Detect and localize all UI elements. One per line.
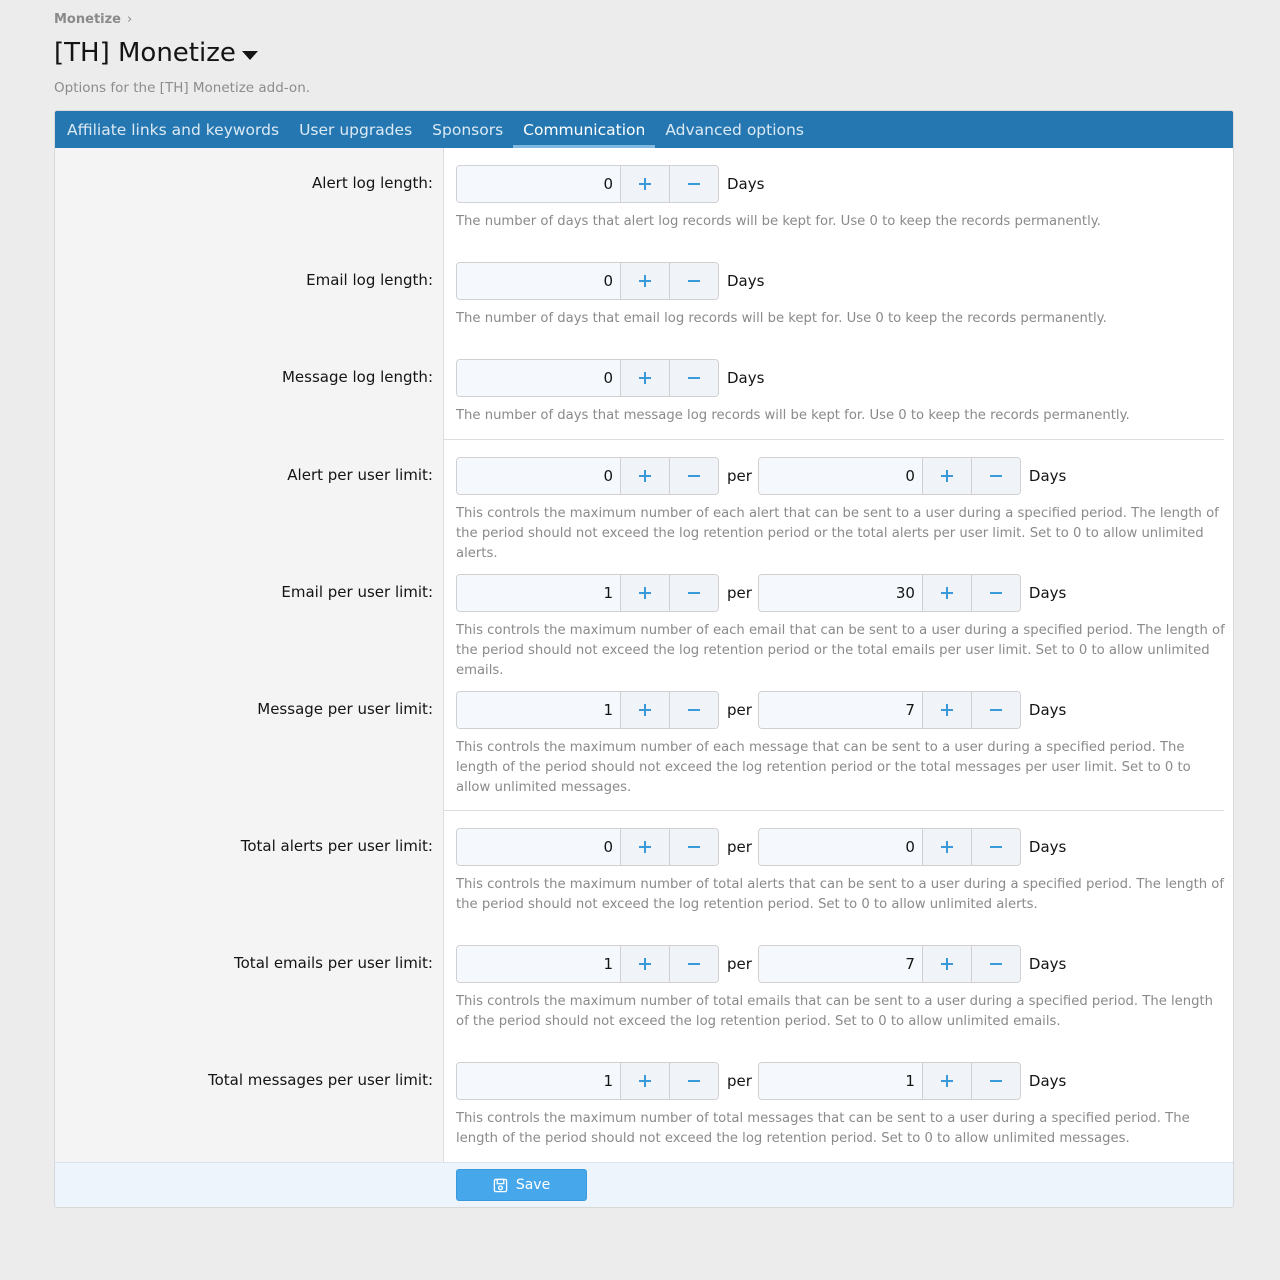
- option-label: Total emails per user limit:: [234, 954, 433, 972]
- minus-icon: [989, 469, 1003, 483]
- minus-icon: [989, 703, 1003, 717]
- decrement-button[interactable]: [669, 458, 718, 494]
- message-log-length-spinbox: [456, 359, 719, 397]
- decrement-button[interactable]: [669, 360, 718, 396]
- label-column: [55, 148, 444, 1162]
- plus-icon: [638, 957, 652, 971]
- page-title[interactable]: [54, 38, 258, 68]
- option-controls: [456, 574, 1074, 612]
- minus-icon: [687, 371, 701, 385]
- option-label: Alert per user limit:: [287, 466, 433, 484]
- breadcrumb-link-monetize[interactable]: Monetize: [54, 12, 121, 27]
- minus-icon: [989, 840, 1003, 854]
- form-body: [55, 148, 1234, 1162]
- option-controls: [456, 457, 1074, 495]
- increment-button[interactable]: [620, 360, 669, 396]
- alert-per-user-period-spinbox: [758, 457, 1021, 495]
- breadcrumb: [54, 12, 132, 27]
- total-alerts-period-spinbox: [758, 828, 1021, 866]
- section-divider: [444, 810, 1224, 811]
- email-log-length-input[interactable]: [457, 263, 620, 299]
- days-unit-label: Days: [727, 272, 765, 290]
- option-hint: This controls the maximum number of each alert that can be sent to a user during a specified period. The length of the period should not exceed the log retention period or the total alerts per user limit. Set to 0 to allow unlimited alerts.: [456, 506, 1219, 561]
- minus-icon: [989, 957, 1003, 971]
- decrement-button[interactable]: [971, 946, 1020, 982]
- increment-button[interactable]: [620, 1063, 669, 1099]
- minus-icon: [687, 586, 701, 600]
- total-messages-limit-spinbox: [456, 1062, 719, 1100]
- plus-icon: [638, 469, 652, 483]
- decrement-button[interactable]: [669, 575, 718, 611]
- option-hint: The number of days that message log records will be kept for. Use 0 to keep the records permanently.: [456, 408, 1130, 423]
- decrement-button[interactable]: [669, 263, 718, 299]
- options-panel: [54, 110, 1234, 1208]
- plus-icon: [638, 586, 652, 600]
- option-label: Email per user limit:: [281, 583, 433, 601]
- option-label: Email log length:: [306, 271, 433, 289]
- option-controls: [456, 691, 1074, 729]
- tab-advanced-options[interactable]: Advanced options: [665, 120, 804, 139]
- increment-button[interactable]: [922, 1063, 971, 1099]
- per-label: per: [727, 584, 752, 602]
- option-hint: This controls the maximum number of total emails that can be sent to a user during a specified period. The length of the period should not exceed the log retention period. Set to 0 to allow unlimited emails.: [456, 994, 1214, 1029]
- decrement-button[interactable]: [669, 166, 718, 202]
- option-controls: [456, 828, 1074, 866]
- total-alerts-period-input[interactable]: [759, 829, 922, 865]
- per-label: per: [727, 467, 752, 485]
- days-unit-label: Days: [1028, 955, 1067, 973]
- total-emails-period-input[interactable]: [759, 946, 922, 982]
- increment-button[interactable]: [620, 946, 669, 982]
- per-label: per: [727, 701, 752, 719]
- minus-icon: [687, 177, 701, 191]
- decrement-button[interactable]: [669, 946, 718, 982]
- message-per-user-limit-spinbox: [456, 691, 719, 729]
- days-unit-label: Days: [1028, 701, 1067, 719]
- minus-icon: [687, 957, 701, 971]
- minus-icon: [687, 469, 701, 483]
- plus-icon: [638, 1074, 652, 1088]
- decrement-button[interactable]: [669, 692, 718, 728]
- form-footer: [55, 1162, 1234, 1208]
- per-label: per: [727, 838, 752, 856]
- increment-button[interactable]: [922, 829, 971, 865]
- option-hint: This controls the maximum number of each message that can be sent to a user during a specified period. The length of the period should not exceed the log retention period or the total messages per user limit. Set to 0 to allow unlimited messages.: [456, 740, 1191, 795]
- minus-icon: [687, 840, 701, 854]
- caret-down-icon[interactable]: [242, 51, 258, 60]
- section-divider: [444, 439, 1224, 440]
- alert-log-length-input[interactable]: [457, 166, 620, 202]
- option-hint: This controls the maximum number of total messages that can be sent to a user during a specified period. The length of the period should not exceed the log retention period. Set to 0 to allow unlimited messages.: [456, 1111, 1190, 1146]
- alert-per-user-period-input[interactable]: [759, 458, 922, 494]
- decrement-button[interactable]: [971, 1063, 1020, 1099]
- tab-bar: [55, 111, 1233, 148]
- decrement-button[interactable]: [971, 575, 1020, 611]
- increment-button[interactable]: [620, 692, 669, 728]
- minus-icon: [687, 703, 701, 717]
- plus-icon: [940, 586, 954, 600]
- tab-sponsors[interactable]: Sponsors: [432, 120, 504, 139]
- option-label: Alert log length:: [312, 174, 433, 192]
- plus-icon: [940, 703, 954, 717]
- increment-button[interactable]: [620, 263, 669, 299]
- option-hint: This controls the maximum number of each email that can be sent to a user during a specified period. The length of the period should not exceed the log retention period or the total emails per user limit. Set to 0 to allow unlimited emails.: [456, 623, 1225, 678]
- email-per-user-limit-input[interactable]: [457, 575, 620, 611]
- plus-icon: [638, 371, 652, 385]
- increment-button[interactable]: [922, 946, 971, 982]
- increment-button[interactable]: [922, 458, 971, 494]
- message-per-user-limit-input[interactable]: [457, 692, 620, 728]
- total-emails-period-spinbox: [758, 945, 1021, 983]
- option-hint: This controls the maximum number of total alerts that can be sent to a user during a specified period. The length of the period should not exceed the log retention period. Set to 0 to allow unlimited alerts.: [456, 877, 1225, 912]
- minus-icon: [687, 274, 701, 288]
- option-controls: [456, 262, 772, 300]
- decrement-button[interactable]: [669, 829, 718, 865]
- plus-icon: [940, 957, 954, 971]
- email-per-user-period-input[interactable]: [759, 575, 922, 611]
- message-per-user-period-input[interactable]: [759, 692, 922, 728]
- email-log-length-spinbox: [456, 262, 719, 300]
- plus-icon: [940, 840, 954, 854]
- option-hint: The number of days that email log records will be kept for. Use 0 to keep the records permanently.: [456, 311, 1107, 326]
- save-icon: [493, 1178, 508, 1193]
- tab-communication[interactable]: Communication: [513, 111, 655, 148]
- option-controls: [456, 165, 772, 203]
- alert-log-length-spinbox: [456, 165, 719, 203]
- increment-button[interactable]: [922, 692, 971, 728]
- message-log-length-input[interactable]: [457, 360, 620, 396]
- minus-icon: [687, 1074, 701, 1088]
- increment-button[interactable]: [620, 829, 669, 865]
- plus-icon: [940, 1074, 954, 1088]
- per-label: per: [727, 1072, 752, 1090]
- email-per-user-period-spinbox: [758, 574, 1021, 612]
- email-per-user-limit-spinbox: [456, 574, 719, 612]
- increment-button[interactable]: [620, 575, 669, 611]
- total-alerts-limit-input[interactable]: [457, 829, 620, 865]
- tab-user-upgrades[interactable]: User upgrades: [299, 120, 413, 139]
- option-controls: [456, 1062, 1074, 1100]
- days-unit-label: Days: [727, 175, 765, 193]
- total-emails-limit-spinbox: [456, 945, 719, 983]
- decrement-button[interactable]: [971, 458, 1020, 494]
- alert-per-user-limit-spinbox: [456, 457, 719, 495]
- alert-per-user-limit-input[interactable]: [457, 458, 620, 494]
- days-unit-label: Days: [1028, 838, 1067, 856]
- total-alerts-limit-spinbox: [456, 828, 719, 866]
- total-messages-period-spinbox: [758, 1062, 1021, 1100]
- page-title-text: [TH] Monetize: [54, 38, 236, 68]
- plus-icon: [638, 177, 652, 191]
- decrement-button[interactable]: [971, 829, 1020, 865]
- message-per-user-period-spinbox: [758, 691, 1021, 729]
- plus-icon: [638, 274, 652, 288]
- minus-icon: [989, 586, 1003, 600]
- option-controls: [456, 945, 1074, 983]
- plus-icon: [638, 703, 652, 717]
- days-unit-label: Days: [1028, 1072, 1067, 1090]
- option-label: Total alerts per user limit:: [240, 837, 433, 855]
- tab-affiliate-links[interactable]: Affiliate links and keywords: [67, 120, 280, 139]
- plus-icon: [940, 469, 954, 483]
- total-emails-limit-input[interactable]: [457, 946, 620, 982]
- option-hint: The number of days that alert log records will be kept for. Use 0 to keep the records permanently.: [456, 214, 1101, 229]
- save-button[interactable]: [456, 1169, 587, 1201]
- option-label: Message per user limit:: [257, 700, 433, 718]
- days-unit-label: Days: [727, 369, 765, 387]
- total-messages-limit-input[interactable]: [457, 1063, 620, 1099]
- page-description: Options for the [TH] Monetize add-on.: [54, 80, 311, 96]
- decrement-button[interactable]: [971, 692, 1020, 728]
- option-controls: [456, 359, 772, 397]
- decrement-button[interactable]: [669, 1063, 718, 1099]
- increment-button[interactable]: [922, 575, 971, 611]
- plus-icon: [638, 840, 652, 854]
- option-label: Message log length:: [281, 368, 433, 386]
- total-messages-period-input[interactable]: [759, 1063, 922, 1099]
- option-label: Total messages per user limit:: [207, 1071, 433, 1089]
- minus-icon: [989, 1074, 1003, 1088]
- days-unit-label: Days: [1028, 467, 1067, 485]
- days-unit-label: Days: [1028, 584, 1067, 602]
- save-button-label: Save: [515, 1177, 551, 1193]
- chevron-right-icon: ›: [127, 12, 133, 27]
- increment-button[interactable]: [620, 458, 669, 494]
- per-label: per: [727, 955, 752, 973]
- increment-button[interactable]: [620, 166, 669, 202]
